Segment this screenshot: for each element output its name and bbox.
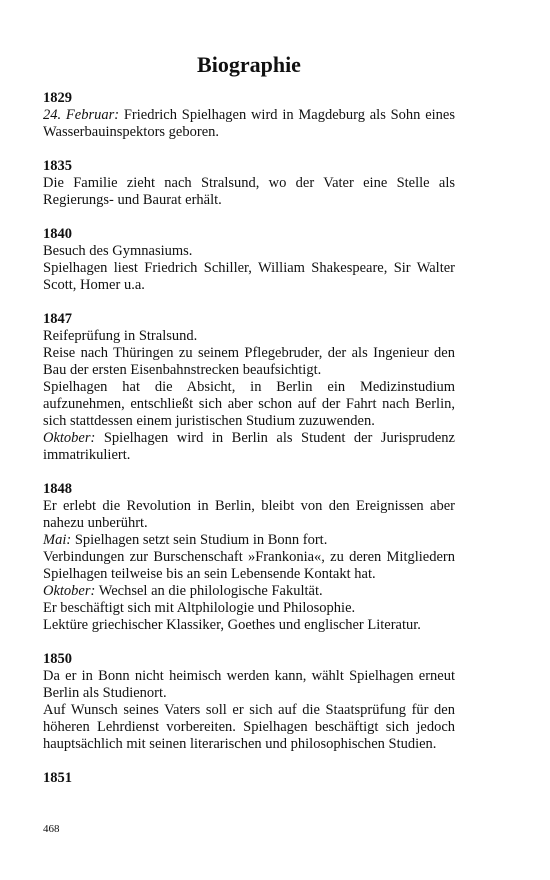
entry-year: 1829 — [43, 90, 72, 106]
entry-text: Spielhagen wird in Berlin als Student der Jurisprudenz immatrikuliert. — [43, 430, 455, 463]
entry-year: 1850 — [43, 651, 72, 667]
entry-text: Spielhagen liest Friedrich Schiller, William Shakespeare, Sir Walter Scott, Homer u.a. — [43, 260, 455, 293]
entry-text: Da er in Bonn nicht heimisch werden kann, wählt Spielhagen erneut Berlin als Studienort. — [43, 668, 455, 701]
entry-paragraph — [43, 702, 455, 753]
entry-text: Spielhagen hat die Absicht, in Berlin ein Medizinstudium aufzunehmen, entschließt sich aber schon auf der Fahrt nach Berlin, sich stattdessen einem juristischen Studium zuzuwenden. — [43, 379, 455, 429]
entry-year: 1847 — [43, 311, 72, 327]
entry-date-lead: Mai: — [43, 532, 72, 548]
biography-entry — [43, 226, 455, 294]
biography-entry — [43, 481, 455, 634]
biography-entry — [43, 158, 455, 209]
entry-year: 1840 — [43, 226, 72, 242]
entry-paragraph — [43, 600, 455, 617]
entry-paragraph — [43, 498, 455, 532]
entry-paragraph — [43, 328, 455, 345]
entry-year: 1848 — [43, 481, 72, 497]
entry-paragraph — [43, 260, 455, 294]
entry-paragraph — [43, 107, 455, 141]
entry-date-lead: Oktober: — [43, 583, 96, 599]
biography-entry — [43, 770, 455, 787]
entry-paragraph — [43, 532, 455, 549]
entry-year: 1851 — [43, 770, 72, 786]
entry-paragraph — [43, 583, 455, 600]
entry-paragraph — [43, 549, 455, 583]
entry-text: Wechsel an die philologische Fakultät. — [95, 583, 323, 599]
entry-text: Besuch des Gymnasiums. — [43, 243, 193, 259]
entry-date-lead: Oktober: — [43, 430, 96, 446]
entry-paragraph — [43, 345, 455, 379]
page-title: Biographie — [197, 52, 301, 77]
entry-paragraph — [43, 243, 455, 260]
entry-text: Die Familie zieht nach Stralsund, wo der Vater eine Stelle als Regierungs- und Baurat erhält. — [43, 175, 455, 208]
biography-entry — [43, 311, 455, 464]
entry-year: 1835 — [43, 158, 72, 174]
entry-text: Auf Wunsch seines Vaters soll er sich auf die Staatsprüfung für den höheren Lehrdienst vorbereiten. Spielhagen beschäftigt sich jedoch hauptsächlich mit seinen literarischen und philosophischen Studien. — [43, 702, 455, 752]
entry-paragraph — [43, 617, 455, 634]
entry-paragraph — [43, 668, 455, 702]
entry-paragraph — [43, 379, 455, 430]
entry-date-lead: 24. Februar: — [43, 107, 120, 123]
page-number: 468 — [43, 823, 60, 835]
entry-text: Lektüre griechischer Klassiker, Goethes und englischer Literatur. — [43, 617, 421, 633]
entry-text: Reise nach Thüringen zu seinem Pflegebruder, der als Ingenieur den Bau der ersten Eisenbahnstrecken beaufsichtigt. — [43, 345, 455, 378]
entry-text: Friedrich Spielhagen wird in Magdeburg als Sohn eines Wasserbauinspektors geboren. — [43, 107, 455, 140]
entry-paragraph — [43, 430, 455, 464]
biography-page — [43, 52, 455, 804]
entry-text: Spielhagen setzt sein Studium in Bonn fort. — [71, 532, 328, 548]
biography-entry — [43, 90, 455, 141]
entry-text: Er beschäftigt sich mit Altphilologie und Philosophie. — [43, 600, 356, 616]
entry-text: Er erlebt die Revolution in Berlin, bleibt von den Ereignissen aber nahezu unberührt. — [43, 498, 455, 531]
entry-text: Reifeprüfung in Stralsund. — [43, 328, 198, 344]
entry-text: Verbindungen zur Burschenschaft »Frankonia«, zu deren Mitgliedern Spielhagen teilweise bis an sein Lebensende Kontakt hat. — [43, 549, 455, 582]
biography-entries — [43, 90, 455, 787]
biography-entry — [43, 651, 455, 753]
entry-paragraph — [43, 175, 455, 209]
